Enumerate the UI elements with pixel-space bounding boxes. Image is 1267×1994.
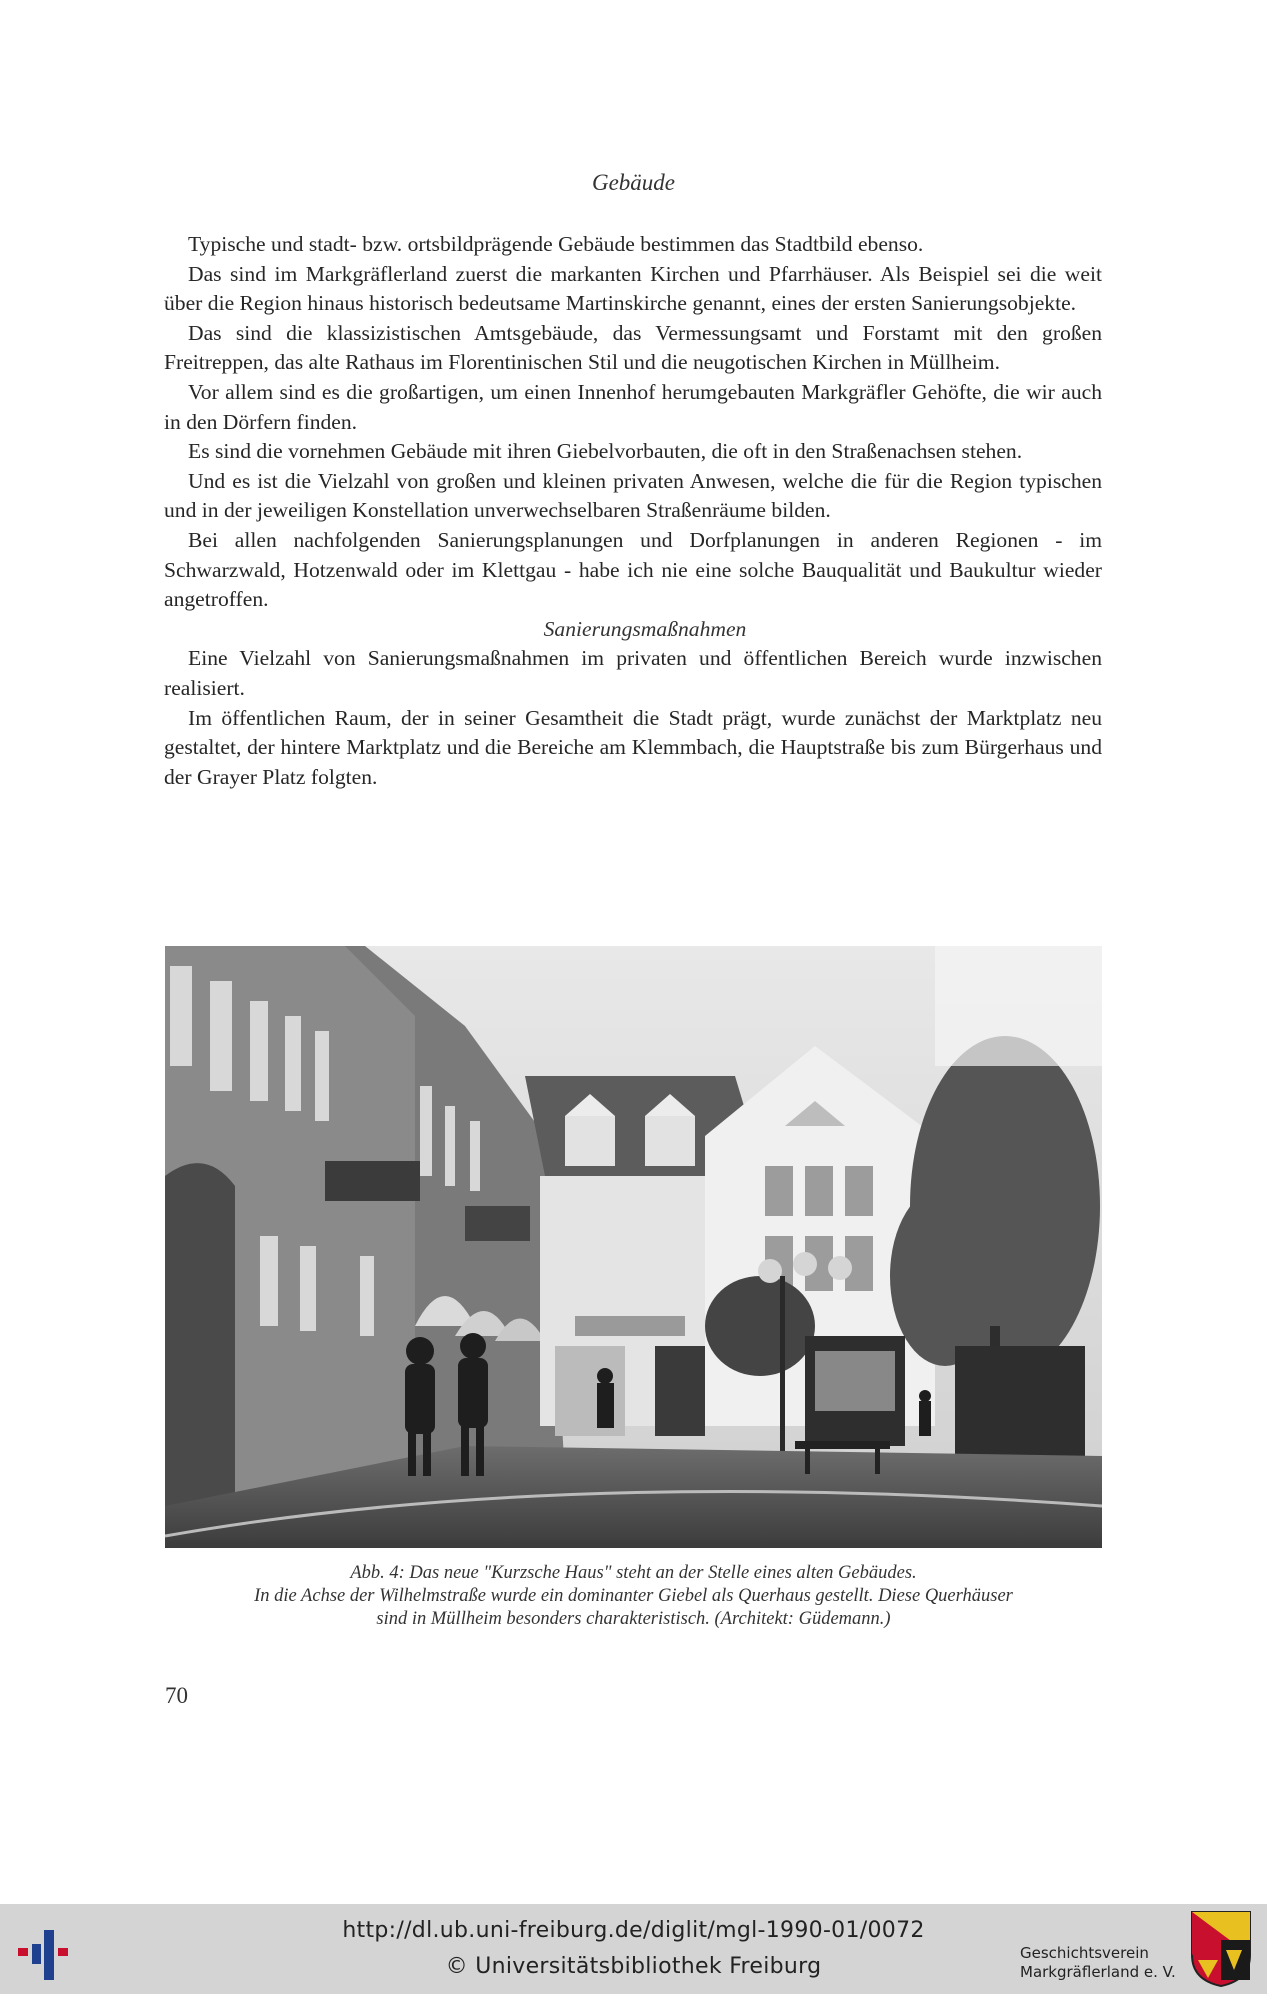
footer-url[interactable]: http://dl.ub.uni-freiburg.de/diglit/mgl-1990-01/0072: [342, 1918, 925, 1943]
street-photo: [165, 946, 1102, 1548]
paragraph: Das sind die klassizistischen Amtsgebäude, das Vermessungsamt und Forstamt mit den großen Freitreppen, das alte Rathaus im Florentinischen Stil und die neugotischen Kirchen in Müllheim.: [164, 320, 1102, 375]
footer-bar: [0, 1904, 1267, 1994]
paragraph: Das sind im Markgräflerland zuerst die markanten Kirchen und Pfarrhäuser. Als Beispiel sei die weit über die Region hinaus historisch bedeutsame Martinskirche genannt, eines der ersten Sanierungsobjekte.: [164, 261, 1102, 316]
society-name: [1020, 1944, 1176, 1982]
paragraph: Bei allen nachfolgenden Sanierungsplanungen und Dorfplanungen in anderen Regionen - im Schwarzwald, Hotzenwald oder im Klettgau - habe ich nie eine solche Bauqualität und Baukultur wieder angetroffen.: [164, 527, 1102, 612]
page-number: 70: [165, 1683, 188, 1708]
street-photo-image: [165, 946, 1102, 1548]
caption-line: In die Achse der Wilhelmstraße wurde ein dominanter Giebel als Querhaus gestellt. Diese Querhäuser: [254, 1586, 1013, 1606]
society-crest-icon[interactable]: [1190, 1910, 1252, 1988]
paragraph: Es sind die vornehmen Gebäude mit ihren Giebelvorbauten, die oft in den Straßenachsen stehen.: [188, 439, 1023, 464]
paragraph: Typische und stadt- bzw. ortsbildprägende Gebäude bestimmen das Stadtbild ebenso.: [188, 232, 924, 256]
figure-caption: [150, 1562, 1117, 1631]
caption-line: Abb. 4: Das neue "Kurzsche Haus" steht an der Stelle eines alten Gebäudes.: [350, 1563, 917, 1583]
body-text: [164, 230, 1102, 792]
society-line: Markgräflerland e. V.: [1020, 1963, 1176, 1981]
paragraph: Und es ist die Vielzahl von großen und kleinen privaten Anwesen, welche die für die Region typischen und in der jeweiligen Konstellation unverwechselbaren Straßenräume bilden.: [164, 468, 1102, 523]
paragraph: Vor allem sind es die großartigen, um einen Innenhof herumgebauten Markgräfler Gehöfte, die wir auch in den Dörfern finden.: [164, 379, 1102, 434]
page-heading: Gebäude: [591, 170, 676, 195]
subheading: Sanierungsmaßnahmen: [543, 616, 747, 641]
footer-copyright: © Universitätsbibliothek Freiburg: [445, 1954, 822, 1979]
caption-line: sind in Müllheim besonders charakteristisch. (Architekt: Güdemann.): [376, 1609, 891, 1629]
paragraph: Im öffentlichen Raum, der in seiner Gesamtheit die Stadt prägt, wurde zunächst der Marktplatz neu gestaltet, der hintere Marktplatz und die Bereiche am Klemmbach, die Hauptstraße bis zum Bürgerhaus und der Grayer Platz folgten.: [164, 705, 1102, 789]
society-line: Geschichtsverein: [1020, 1944, 1149, 1962]
paragraph: Eine Vielzahl von Sanierungsmaßnahmen im privaten und öffentlichen Bereich wurde inzwischen realisiert.: [164, 646, 1102, 700]
